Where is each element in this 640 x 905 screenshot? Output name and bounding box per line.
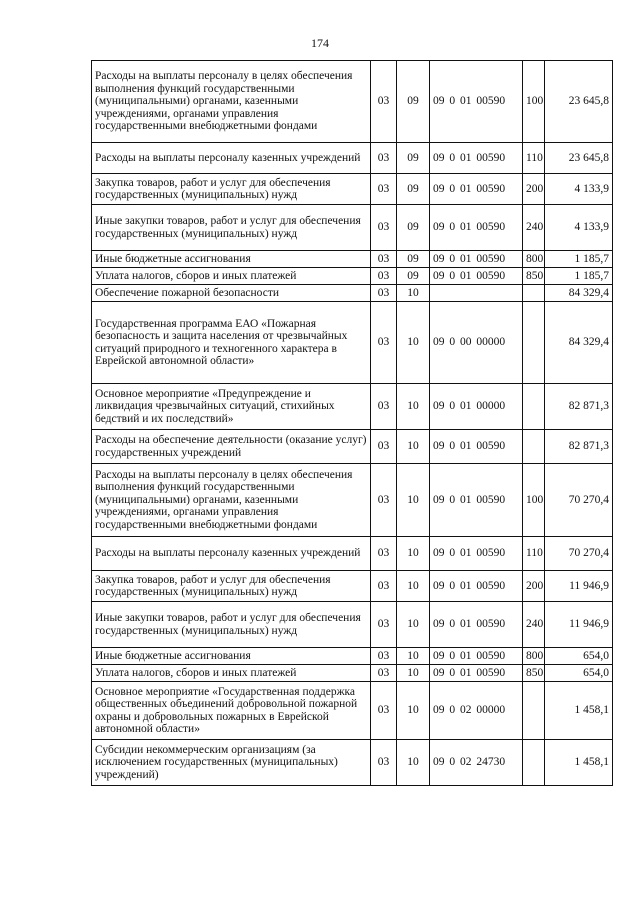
budget-table-body [92, 61, 613, 786]
table-row [92, 384, 613, 430]
section-code-cell: 03 [371, 61, 397, 143]
expense-type-cell: 110 [523, 143, 545, 174]
subsection-code-cell: 09 [397, 143, 430, 174]
section-code-cell: 03 [371, 682, 397, 740]
amount-cell: 23 645,8 [545, 61, 613, 143]
subsection-code-cell: 09 [397, 268, 430, 285]
expense-name-cell: Расходы на выплаты персоналу в целях обеспечения выполнения функций государственными (муниципальными) органами, казенными учреждениями, органами управления государственными внебюджетными фондами [92, 61, 371, 143]
target-article-cell: 09 0 01 00590 [430, 174, 523, 205]
section-code-cell: 03 [371, 143, 397, 174]
subsection-code-cell: 10 [397, 665, 430, 682]
table-row [92, 464, 613, 537]
page-number: 174 [311, 36, 329, 50]
target-article-cell: 09 0 01 00590 [430, 143, 523, 174]
subsection-code-cell: 10 [397, 537, 430, 571]
expense-name-cell: Расходы на выплаты персоналу в целях обеспечения выполнения функций государственными (муниципальными) органами, казенными учреждениями, органами управления государственными внебюджетными фондами [92, 464, 371, 537]
table-row [92, 251, 613, 268]
subsection-code-cell: 09 [397, 205, 430, 251]
table-row [92, 61, 613, 143]
subsection-code-cell: 09 [397, 174, 430, 205]
amount-cell: 11 946,9 [545, 571, 613, 602]
expense-type-cell: 200 [523, 174, 545, 205]
table-row [92, 665, 613, 682]
expense-type-cell: 240 [523, 602, 545, 648]
expense-type-cell: 100 [523, 61, 545, 143]
expense-name-cell: Расходы на обеспечение деятельности (оказание услуг) государственных учреждений [92, 430, 371, 464]
table-row [92, 302, 613, 384]
section-code-cell: 03 [371, 285, 397, 302]
expense-type-cell: 800 [523, 251, 545, 268]
expense-type-cell: 800 [523, 648, 545, 665]
table-row [92, 174, 613, 205]
subsection-code-cell: 10 [397, 602, 430, 648]
table-row [92, 143, 613, 174]
expense-type-cell: 850 [523, 268, 545, 285]
section-code-cell: 03 [371, 665, 397, 682]
target-article-cell [430, 285, 523, 302]
section-code-cell: 03 [371, 251, 397, 268]
subsection-code-cell: 10 [397, 430, 430, 464]
amount-cell: 1 458,1 [545, 740, 613, 786]
subsection-code-cell: 10 [397, 682, 430, 740]
section-code-cell: 03 [371, 648, 397, 665]
expense-type-cell [523, 302, 545, 384]
amount-cell: 84 329,4 [545, 285, 613, 302]
target-article-cell: 09 0 01 00590 [430, 648, 523, 665]
expense-type-cell [523, 285, 545, 302]
expense-name-cell: Основное мероприятие «Государственная поддержка общественных объединений добровольной пожарной охраны и добровольных пожарных в Еврейской автономной области» [92, 682, 371, 740]
expense-name-cell: Иные бюджетные ассигнования [92, 251, 371, 268]
table-row [92, 740, 613, 786]
table-row [92, 648, 613, 665]
amount-cell: 82 871,3 [545, 384, 613, 430]
amount-cell: 1 185,7 [545, 251, 613, 268]
amount-cell: 4 133,9 [545, 174, 613, 205]
table-row [92, 602, 613, 648]
expense-name-cell: Государственная программа ЕАО «Пожарная безопасность и защита населения от чрезвычайных ситуаций природного и техногенного характера в Еврейской автономной области» [92, 302, 371, 384]
amount-cell: 84 329,4 [545, 302, 613, 384]
amount-cell: 654,0 [545, 648, 613, 665]
expense-name-cell: Иные закупки товаров, работ и услуг для обеспечения государственных (муниципальных) нужд [92, 602, 371, 648]
section-code-cell: 03 [371, 302, 397, 384]
section-code-cell: 03 [371, 174, 397, 205]
table-row [92, 430, 613, 464]
target-article-cell: 09 0 01 00590 [430, 61, 523, 143]
expense-type-cell: 850 [523, 665, 545, 682]
section-code-cell: 03 [371, 571, 397, 602]
subsection-code-cell: 10 [397, 464, 430, 537]
subsection-code-cell: 10 [397, 285, 430, 302]
subsection-code-cell: 10 [397, 740, 430, 786]
target-article-cell: 09 0 01 00590 [430, 251, 523, 268]
target-article-cell: 09 0 01 00590 [430, 602, 523, 648]
subsection-code-cell: 10 [397, 648, 430, 665]
table-row [92, 268, 613, 285]
section-code-cell: 03 [371, 430, 397, 464]
expense-name-cell: Расходы на выплаты персоналу казенных учреждений [92, 143, 371, 174]
expense-name-cell: Субсидии некоммерческим организациям (за исключением государственных (муниципальных) учреждений) [92, 740, 371, 786]
section-code-cell: 03 [371, 602, 397, 648]
amount-cell: 11 946,9 [545, 602, 613, 648]
expense-name-cell: Уплата налогов, сборов и иных платежей [92, 268, 371, 285]
subsection-code-cell: 09 [397, 251, 430, 268]
target-article-cell: 09 0 00 00000 [430, 302, 523, 384]
amount-cell: 70 270,4 [545, 464, 613, 537]
target-article-cell: 09 0 01 00590 [430, 537, 523, 571]
expense-type-cell [523, 682, 545, 740]
expense-type-cell [523, 740, 545, 786]
subsection-code-cell: 09 [397, 61, 430, 143]
table-row [92, 285, 613, 302]
table-row [92, 205, 613, 251]
target-article-cell: 09 0 02 00000 [430, 682, 523, 740]
target-article-cell: 09 0 01 00590 [430, 268, 523, 285]
amount-cell: 23 645,8 [545, 143, 613, 174]
expense-type-cell: 200 [523, 571, 545, 602]
target-article-cell: 09 0 01 00590 [430, 430, 523, 464]
target-article-cell: 09 0 01 00000 [430, 384, 523, 430]
table-row [92, 571, 613, 602]
expense-type-cell: 100 [523, 464, 545, 537]
target-article-cell: 09 0 01 00590 [430, 571, 523, 602]
budget-table [91, 60, 613, 786]
section-code-cell: 03 [371, 268, 397, 285]
expense-type-cell [523, 430, 545, 464]
section-code-cell: 03 [371, 384, 397, 430]
subsection-code-cell: 10 [397, 302, 430, 384]
section-code-cell: 03 [371, 537, 397, 571]
amount-cell: 1 458,1 [545, 682, 613, 740]
target-article-cell: 09 0 02 24730 [430, 740, 523, 786]
expense-type-cell: 240 [523, 205, 545, 251]
expense-name-cell: Закупка товаров, работ и услуг для обеспечения государственных (муниципальных) нужд [92, 174, 371, 205]
amount-cell: 4 133,9 [545, 205, 613, 251]
expense-name-cell: Закупка товаров, работ и услуг для обеспечения государственных (муниципальных) нужд [92, 571, 371, 602]
subsection-code-cell: 10 [397, 384, 430, 430]
amount-cell: 654,0 [545, 665, 613, 682]
expense-name-cell: Уплата налогов, сборов и иных платежей [92, 665, 371, 682]
amount-cell: 70 270,4 [545, 537, 613, 571]
amount-cell: 1 185,7 [545, 268, 613, 285]
section-code-cell: 03 [371, 205, 397, 251]
section-code-cell: 03 [371, 464, 397, 537]
table-row [92, 682, 613, 740]
expense-name-cell: Иные закупки товаров, работ и услуг для обеспечения государственных (муниципальных) нужд [92, 205, 371, 251]
target-article-cell: 09 0 01 00590 [430, 205, 523, 251]
expense-type-cell: 110 [523, 537, 545, 571]
expense-name-cell: Иные бюджетные ассигнования [92, 648, 371, 665]
target-article-cell: 09 0 01 00590 [430, 464, 523, 537]
amount-cell: 82 871,3 [545, 430, 613, 464]
section-code-cell: 03 [371, 740, 397, 786]
expense-type-cell [523, 384, 545, 430]
target-article-cell: 09 0 01 00590 [430, 665, 523, 682]
expense-name-cell: Основное мероприятие «Предупреждение и ликвидация чрезвычайных ситуаций, стихийных бедствий и их последствий» [92, 384, 371, 430]
subsection-code-cell: 10 [397, 571, 430, 602]
expense-name-cell: Обеспечение пожарной безопасности [92, 285, 371, 302]
table-row [92, 537, 613, 571]
expense-name-cell: Расходы на выплаты персоналу казенных учреждений [92, 537, 371, 571]
